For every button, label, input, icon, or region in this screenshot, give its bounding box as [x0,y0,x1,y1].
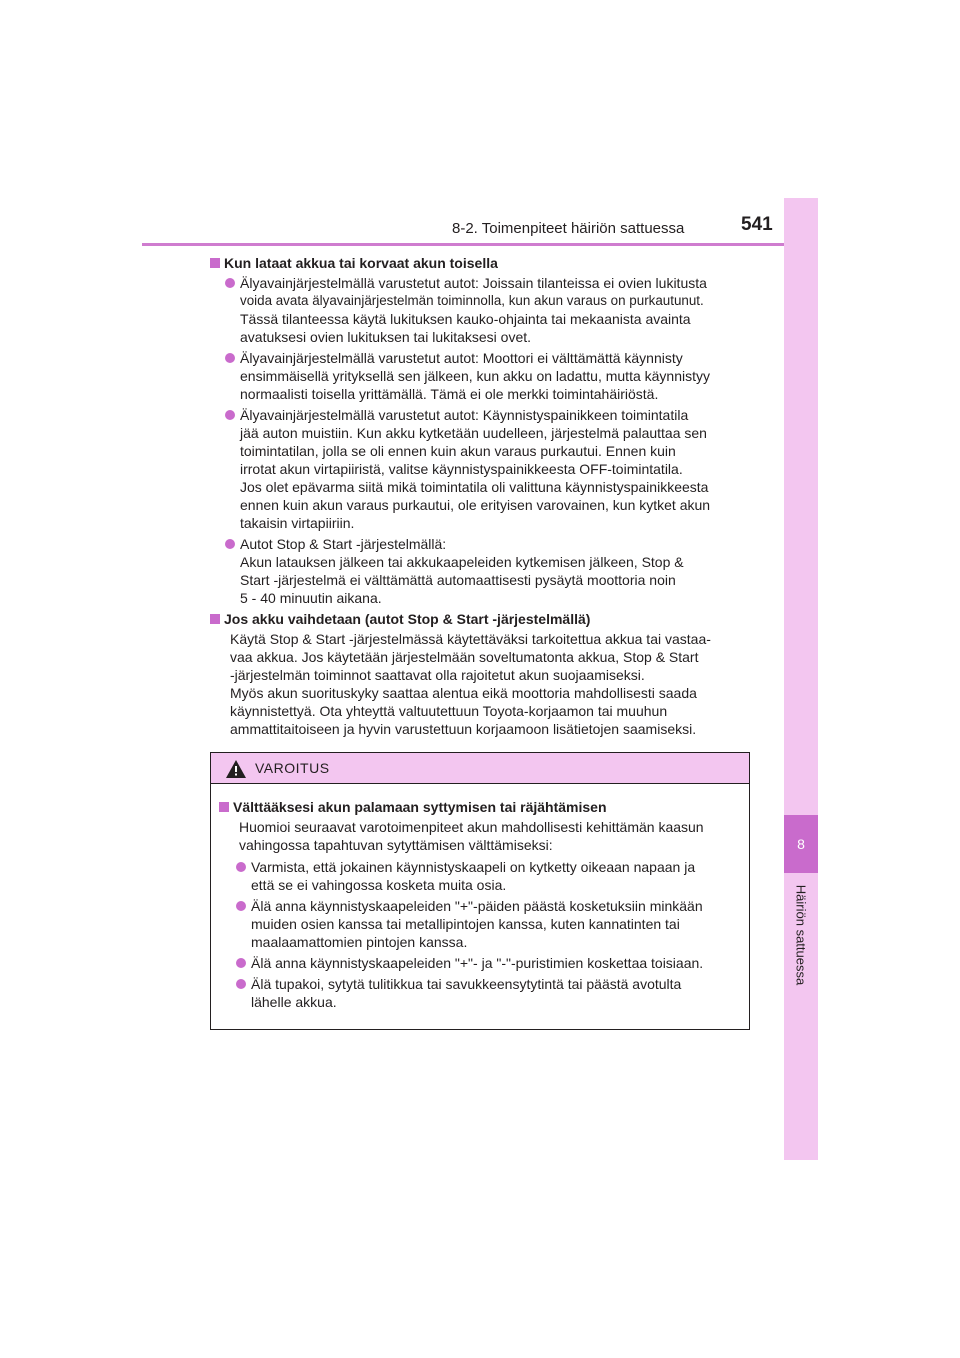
square-bullet-icon [219,802,229,812]
square-bullet-icon [210,614,220,624]
text-line: ammattitaitoiseen ja hyvin varustettuun korjaamoon lisätietojen saamiseksi. [230,721,697,737]
text-line: vaa akkua. Jos käytetään järjestelmään soveltumatonta akkua, Stop & Start [230,649,699,665]
chapter-number-box: 8 [784,815,818,873]
text-line: Älä anna käynnistyskaapeleiden "+"-päiden päästä kosketuksiin minkään [251,898,703,914]
text-line: Huomioi seuraavat varotoimenpiteet akun mahdollisesti kehittämän kaasun [239,819,704,835]
main-content [210,254,750,742]
square-bullet-icon [210,258,220,268]
list-item [219,897,743,951]
text-line: Älä anna käynnistyskaapeleiden "+"- ja "-"-puristimien koskettaa toisiaan. [251,955,704,971]
round-bullet-icon [225,353,235,363]
text-line: Start -järjestelmä ei välttämättä automaattisesti pysäytä moottoria noin [240,572,676,588]
round-bullet-icon [225,410,235,420]
text-line: ennen kuin akun varaus purkautui, ole erityisen varovainen, kun kytket akun [240,497,711,513]
list-item [210,535,750,607]
text-line: normaalisti toisella yrittämällä. Tämä ei ole merkki toimintahäiriöstä. [240,386,659,402]
text-line: 5 - 40 minuutin aikana. [240,590,382,606]
text-line: maalaamattomien pintojen kanssa. [251,934,468,950]
text-line: käynnistettyä. Ota yhteyttä valtuutettuun Toyota-korjaamon tai muuhun [230,703,668,719]
text-line: Älyavainjärjestelmällä varustetut autot: Joissain tilanteissa ei ovien lukitusta [240,275,707,291]
list-item [219,954,743,972]
text-line: Älä tupakoi, sytytä tulitikkua tai savukkeensytytintä tai päästä avotulta [251,976,682,992]
section-heading [210,254,750,272]
warning-box [210,752,750,1030]
warning-body [211,784,749,1011]
text-line: Jos olet epävarma siitä mikä toimintatila oli valittuna käynnistyspainikkeesta [240,479,709,495]
warning-triangle-icon [225,759,247,779]
warning-heading [219,798,743,816]
round-bullet-icon [225,278,235,288]
text-line: Autot Stop & Start -järjestelmällä: [240,536,447,552]
list-item [210,274,750,346]
paragraph [210,630,750,738]
text-line: Myös akun suorituskyky saattaa alentua eikä moottoria mahdollisesti saada [230,685,697,701]
text-line: Varmista, että jokainen käynnistyskaapeli on kytketty oikeaan napaan ja [251,859,696,875]
page-number: 541 [741,214,773,235]
warning-header [211,753,749,784]
text-line: Akun latauksen jälkeen tai akkukaapeleiden kytkemisen jälkeen, Stop & [240,554,684,570]
warning-label: VAROITUS [255,760,330,776]
header-section-title: 8-2. Toimenpiteet häiriön sattuessa [452,220,685,237]
text-line: -järjestelmän toiminnot saattavat olla rajoitetut akun suojaamiseksi. [230,667,645,683]
section-heading [210,610,750,628]
round-bullet-icon [236,901,246,911]
round-bullet-icon [236,958,246,968]
list-item [219,858,743,894]
section-heading-text: Jos akku vaihdetaan (autot Stop & Start -järjestelmällä) [224,611,591,627]
round-bullet-icon [225,539,235,549]
text-line: avatuksesi ovien lukituksen tai lukitaksesi ovet. [240,329,532,345]
text-line: muiden osien kanssa tai metallipintojen kanssa, kuten kannatinten tai [251,916,680,932]
side-tab [784,198,818,1160]
list-item [219,975,743,1011]
warning-intro [219,818,743,854]
round-bullet-icon [236,862,246,872]
text-line: että se ei vahingossa kosketa muita osia. [251,877,507,893]
text-line: lähelle akkua. [251,994,337,1010]
text-line: Älyavainjärjestelmällä varustetut autot: Käynnistyspainikkeen toimintatila [240,407,689,423]
warning-heading-text: Välttääksesi akun palamaan syttymisen tai räjähtämisen [233,799,607,815]
text-line: irrotat akun virtapiiristä, valitse käynnistyspainikkeesta OFF-toimintatila. [240,461,683,477]
text-line: jää auton muistiin. Kun akku kytketään uudelleen, järjestelmä palauttaa sen [240,425,707,441]
text-line: takaisin virtapiiriin. [240,515,355,531]
chapter-side-label: Häiriön sattuessa [793,884,809,986]
text-line: vahingossa tapahtuvan sytyttämisen välttämiseksi: [239,837,553,853]
section-heading-text: Kun lataat akkua tai korvaat akun toisella [224,255,498,271]
list-item [210,406,750,532]
list-item [210,349,750,403]
text-line: Älyavainjärjestelmällä varustetut autot: Moottori ei välttämättä käynnisty [240,350,683,366]
header-rule [142,243,818,246]
text-line: toimintatilan, jolla se oli ennen kuin akun varaus purkautui. Ennen kuin [240,443,676,459]
text-line: Käytä Stop & Start -järjestelmässä käytettäväksi tarkoitettua akkua tai vastaa- [230,631,711,647]
round-bullet-icon [236,979,246,989]
text-line: Tässä tilanteessa käytä lukituksen kauko-ohjainta tai mekaanista avainta [240,311,691,327]
text-line: ensimmäisellä yrityksellä sen jälkeen, kun akku on ladattu, mutta käynnistyy [240,368,710,384]
text-line: voida avata älyavainjärjestelmän toiminnolla, kun akun varaus on purkautunut. [240,293,704,308]
